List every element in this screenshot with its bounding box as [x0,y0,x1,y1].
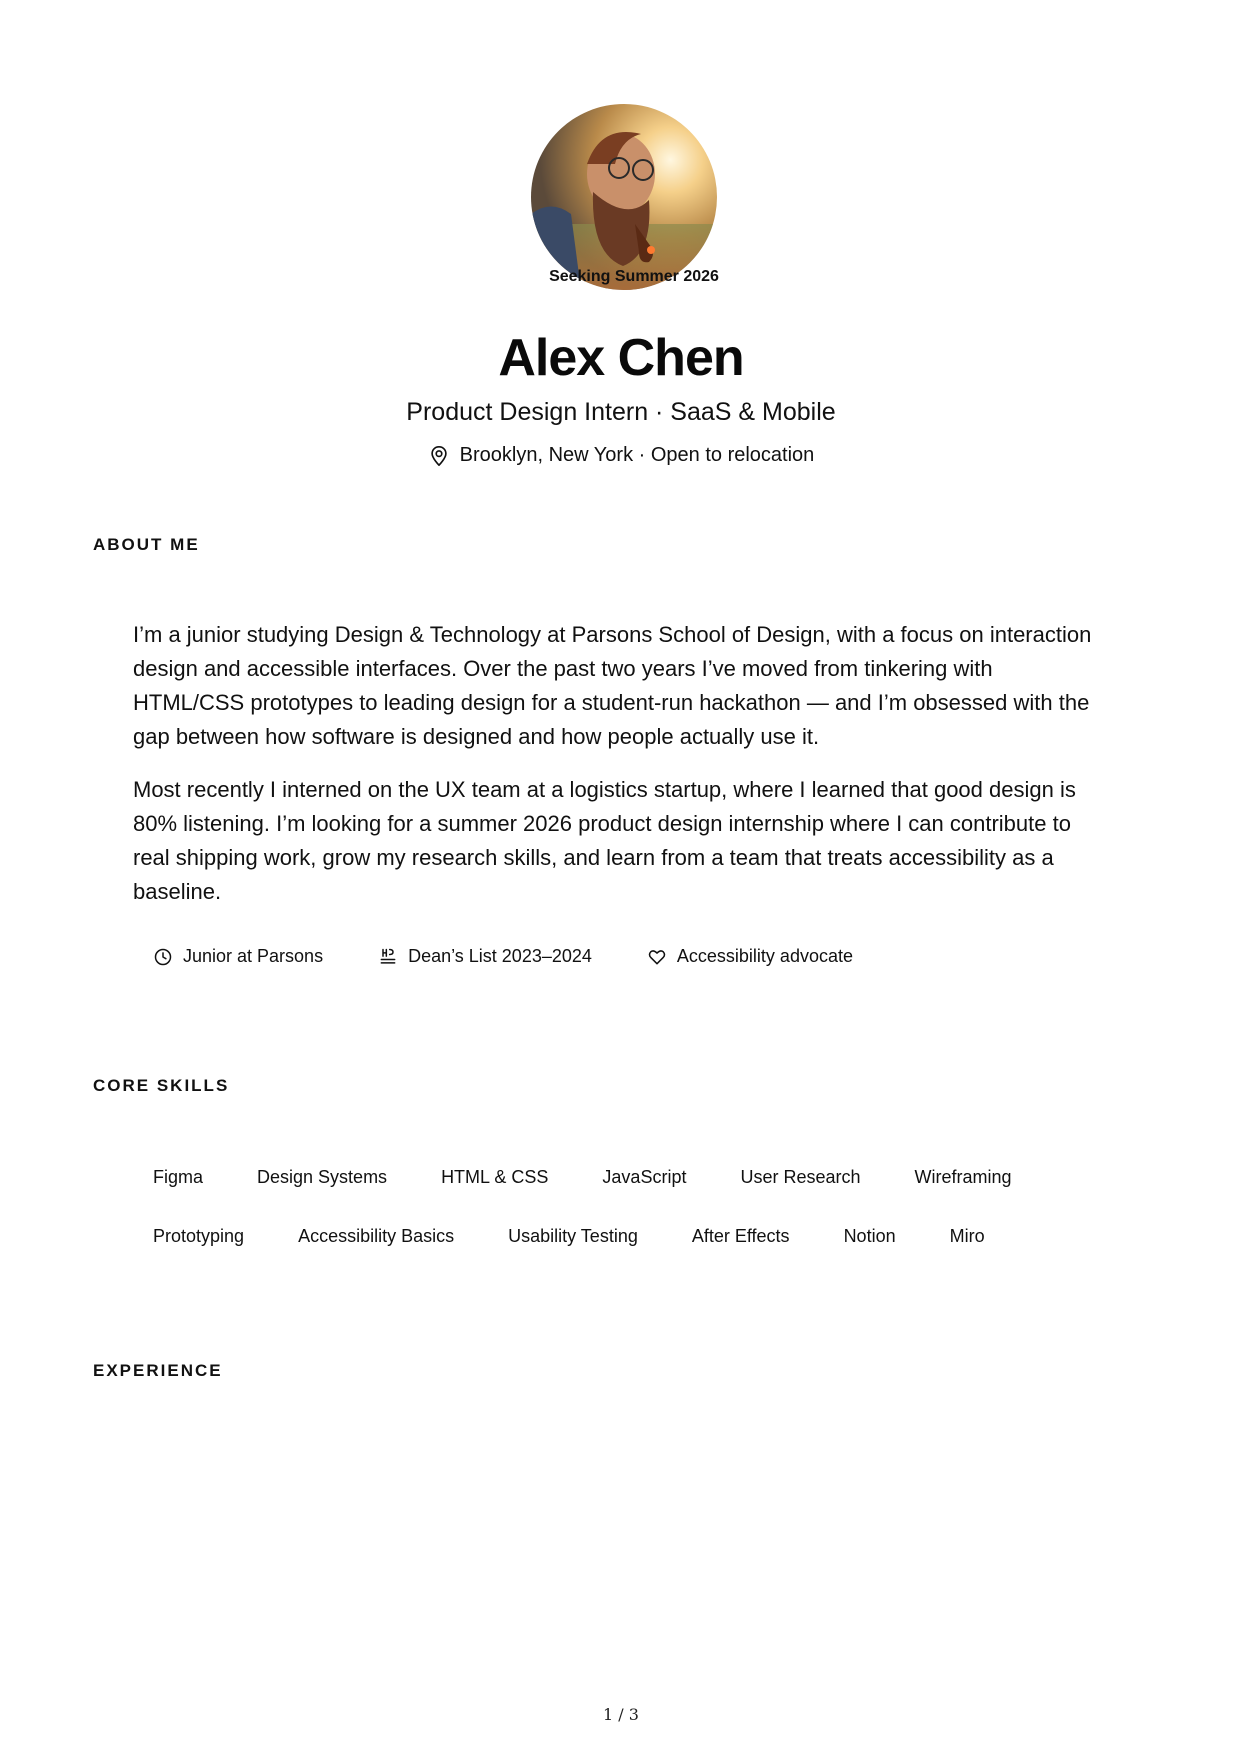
section-title-skills: CORE SKILLS [93,1076,230,1095]
skill-tag: Design Systems [257,1167,388,1187]
about-paragraph: Most recently I interned on the UX team at a logistics startup, where I learned that good design is 80% listening. I’m looking for a summer 2026 product design internship where I can contribute to real shipping work, grow my research skills, and learn from a team that treats accessibility as a baseline. [133,777,1076,904]
fact-label: Accessibility advocate [676,946,853,966]
quick-facts [153,946,908,967]
section-title-experience: EXPERIENCE [93,1361,223,1380]
skill-tag: Wireframing [914,1167,1012,1187]
award-icon [378,947,398,967]
about-paragraph: I’m a junior studying Design & Technology at Parsons School of Design, with a focus on interaction design and accessible interfaces. Over the past two years I’ve moved from tinkering with HTML/CSS prototypes to leading design for a student-run hackathon — and I’m obsessed with the gap between how software is designed and how people actually use it. [133,622,1092,749]
fact-item [647,946,853,967]
fact-label: Junior at Parsons [183,946,324,966]
skills-row [153,1167,1066,1188]
location-text: Brooklyn, New York · Open to relocation [459,444,815,466]
skill-tag: Figma [153,1167,204,1187]
skill-tag: User Research [740,1167,861,1187]
map-pin-icon [428,445,450,467]
avatar [531,104,717,290]
skill-tag: HTML & CSS [441,1167,549,1187]
page-number: 1 / 3 [603,1705,639,1724]
skills-row [153,1226,1039,1247]
headline: Product Design Intern · SaaS & Mobile [406,398,836,426]
clock-icon [153,947,173,967]
skill-tag: After Effects [691,1226,790,1246]
fact-item [378,946,592,967]
about-text [133,618,1109,928]
section-title-about: ABOUT ME [93,535,200,554]
fact-label: Dean’s List 2023–2024 [408,946,592,966]
skill-tag: Notion [843,1226,896,1246]
skill-tag: Usability Testing [508,1226,638,1246]
location-line [0,444,1242,467]
skill-tag: Miro [949,1226,985,1246]
fact-item [153,946,323,967]
heart-icon [647,947,667,967]
availability-badge: Seeking Summer 2026 [549,268,719,285]
skill-tag: Prototyping [153,1226,245,1246]
skill-tag: Accessibility Basics [298,1226,455,1246]
profile-photo [531,104,717,290]
candidate-name: Alex Chen [498,329,744,387]
skill-tag: JavaScript [602,1167,687,1187]
